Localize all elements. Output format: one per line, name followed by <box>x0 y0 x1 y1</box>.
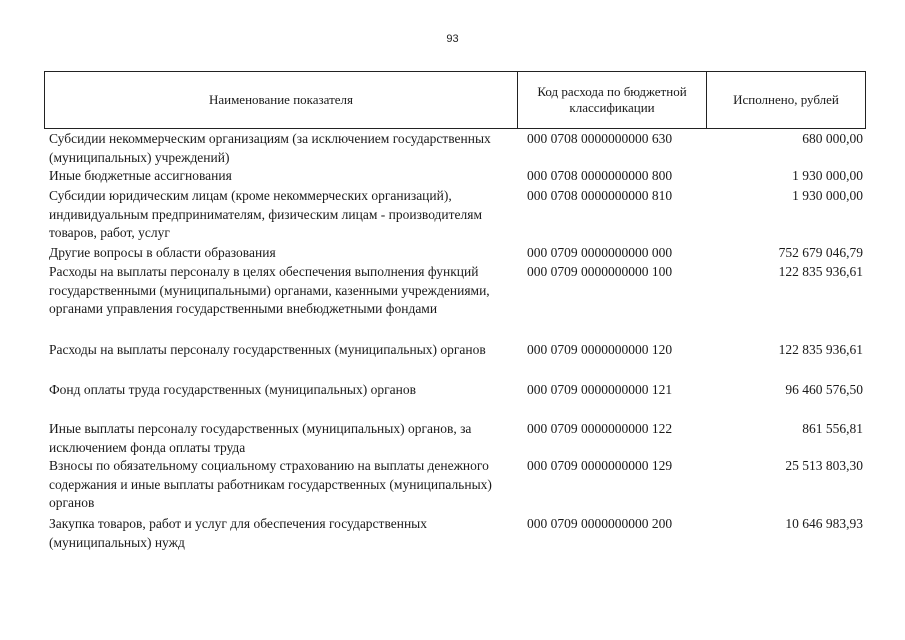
row-code: 000 0709 0000000000 100 <box>527 264 673 279</box>
header-indicator-name: Наименование показателя <box>45 72 518 128</box>
row-value: 122 835 936,61 <box>778 342 863 357</box>
row-code: 000 0708 0000000000 630 <box>527 131 673 146</box>
row-code: 000 0709 0000000000 000 <box>527 245 673 260</box>
table-row <box>49 130 869 167</box>
row-code: 000 0709 0000000000 121 <box>527 382 673 397</box>
row-code: 000 0708 0000000000 800 <box>527 168 673 183</box>
row-value: 752 679 046,79 <box>778 245 863 260</box>
row-name: Взносы по обязательному социальному страхованию на выплаты денежного содержания и иные выплаты работникам государственных (муниципальных) органов <box>49 458 492 511</box>
table-header <box>44 71 866 129</box>
table-row <box>49 341 869 381</box>
row-value: 861 556,81 <box>802 421 863 436</box>
row-code: 000 0709 0000000000 120 <box>527 342 673 357</box>
row-code: 000 0709 0000000000 122 <box>527 421 673 436</box>
table-body <box>49 130 869 553</box>
row-code: 000 0709 0000000000 129 <box>527 458 673 473</box>
row-value: 10 646 983,93 <box>785 516 863 531</box>
row-value: 25 513 803,30 <box>785 458 863 473</box>
table-row <box>49 457 869 515</box>
table-row <box>49 167 869 187</box>
row-value: 680 000,00 <box>802 131 863 146</box>
row-value: 122 835 936,61 <box>778 264 863 279</box>
row-code: 000 0708 0000000000 810 <box>527 188 673 203</box>
table-row <box>49 187 869 244</box>
row-code: 000 0709 0000000000 200 <box>527 516 673 531</box>
row-name: Другие вопросы в области образования <box>49 245 276 260</box>
row-name: Иные выплаты персоналу государственных (муниципальных) органов, за исключением фонда оплаты труда <box>49 421 472 455</box>
table-row <box>49 244 869 263</box>
row-name: Субсидии некоммерческим организациям (за исключением государственных (муниципальных) учреждений) <box>49 131 491 165</box>
table-row <box>49 515 869 553</box>
table-row <box>49 420 869 457</box>
row-name: Расходы на выплаты персоналу в целях обеспечения выполнения функций государственными (муниципальными) органами, казенными учреждениями, органами управления государственными внебюджетными фондами <box>49 264 490 317</box>
header-executed-amount: Исполнено, рублей <box>733 92 839 107</box>
row-value: 1 930 000,00 <box>792 188 863 203</box>
row-name: Закупка товаров, работ и услуг для обеспечения государственных (муниципальных) нужд <box>49 516 428 550</box>
row-value: 96 460 576,50 <box>785 382 863 397</box>
row-name: Иные бюджетные ассигнования <box>49 168 232 183</box>
row-name: Расходы на выплаты персоналу государственных (муниципальных) органов <box>49 342 486 357</box>
row-name: Фонд оплаты труда государственных (муниципальных) органов <box>49 382 416 397</box>
row-name: Субсидии юридическим лицам (кроме некоммерческих организаций), индивидуальным предпринимателям, физическим лицам - производителям товаров, работ, услуг <box>49 188 483 241</box>
table-row <box>49 263 869 341</box>
row-value: 1 930 000,00 <box>792 168 863 183</box>
table-row <box>49 381 869 420</box>
header-budget-code: Код расхода по бюджетной классификации <box>518 72 707 128</box>
page-number: 93 <box>446 33 459 45</box>
